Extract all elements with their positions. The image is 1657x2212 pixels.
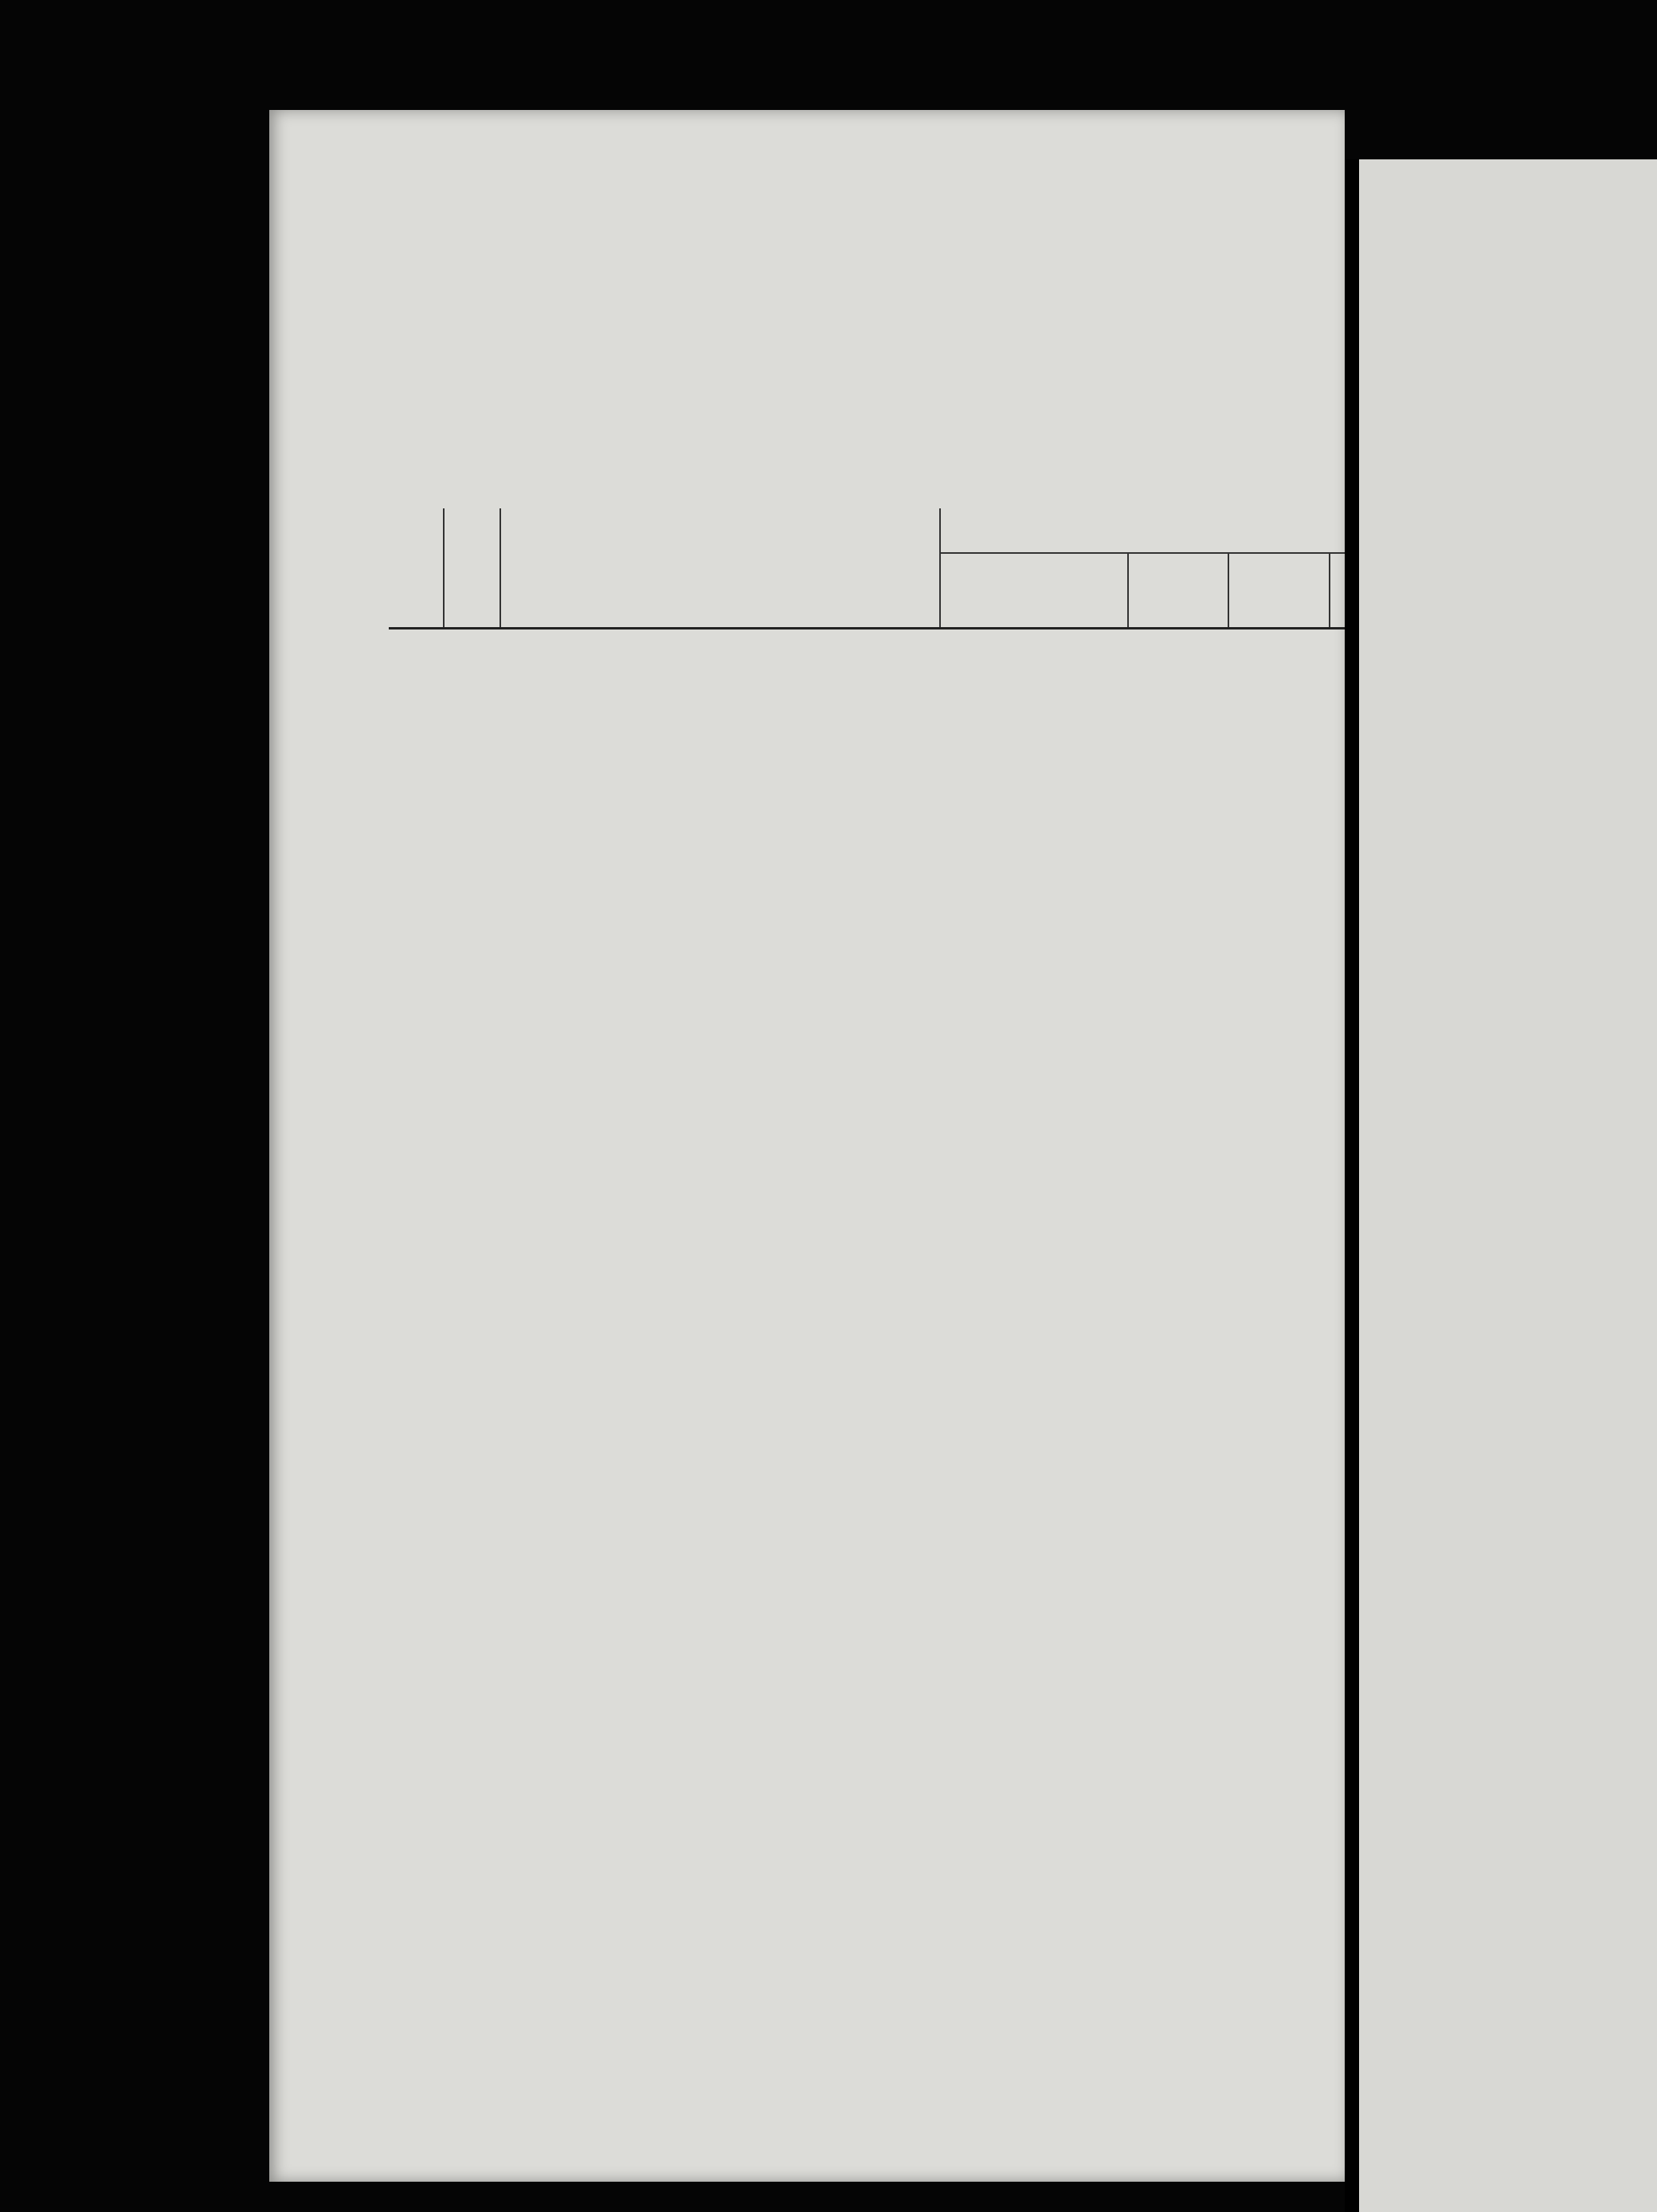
col-days-week [444,508,500,628]
col-rises [1228,553,1329,628]
col-calendar [500,508,940,628]
left-page [269,110,1345,2182]
moon-phases [429,261,1265,268]
col-days-month [389,508,444,628]
col-moon [940,508,1385,553]
page-header [345,198,1333,253]
col-declin [940,553,1128,628]
page-gutter [1345,159,1359,2212]
right-page [1359,159,1657,2212]
col-souths [1128,553,1228,628]
